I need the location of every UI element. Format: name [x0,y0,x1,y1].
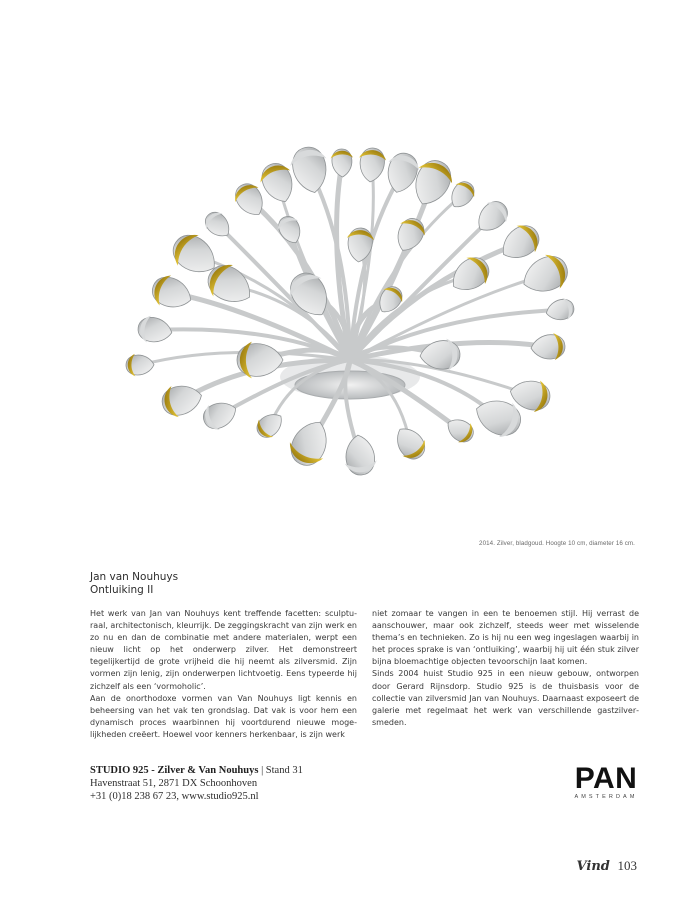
photo-caption: 2014. Zilver, bladgoud. Hoogte 10 cm, diameter 16 cm. [479,540,635,547]
gallery-address: Havenstraat 51, 2871 DX Schoonhoven [90,778,258,789]
logo-main: PAN [574,762,638,795]
body-column-left [90,608,357,741]
leaf [283,414,336,471]
artwork-title: Ontluiking II [90,584,154,596]
body-paragraph: Aan de onorthodoxe vormen van Van Nouhuys ligt kennis en beheersing van het vak ten grondslag. Dat vak is voor hem een dynamisch proces waarbinnen hij voortdurend nieuwe mogelijkheden creëert. Hoewel voor kenners herkenbaar, is zijn werk [90,693,357,739]
leaf [199,396,241,434]
pan-amsterdam-logo [574,762,638,800]
sculpture-photo [110,125,590,485]
page-folio [577,858,637,874]
leaf [126,353,155,376]
leaf [330,149,354,178]
leaf [148,271,197,315]
stand-number: Stand 31 [265,765,303,776]
leaf [136,314,174,346]
leaf [517,249,574,301]
leaf [389,421,431,464]
gallery-phone-web: +31 (0)18 238 67 23, www.studio925.nl [90,791,259,802]
separator: | [261,765,264,776]
page-number: 103 [617,858,637,873]
leaf [357,147,388,184]
body-paragraph: niet zomaar te vangen in een te benoemen stijl. Hij verrast de aanschouwer, maar ook zichzelf, steeds weer met wisselende thema’s en technieken. Zo is hij nu een weg ingeslagen waarbij in het proces sprake is van ‘ontluiking’, waarbij hij uit één stuk zilver bijna bloemachtige objecten tevoorschijn laat komen. [372,609,639,667]
leaf [530,332,566,361]
leaf [544,296,576,324]
body-paragraph: Sinds 2004 huist Studio 925 in een nieuw gebouw, ontworpen door Gerard Rijnsdorp. Studio 925 is de thuisbasis voor de collectie van zilversmid Jan van Nouhuys. Daarnaast exposeert de galerie met regelmaat het werk van verschillende gastzilversmeden. [372,669,639,727]
leaf [237,342,283,379]
magazine-name: Vind [576,859,610,874]
gallery-name: STUDIO 925 - Zilver & Van Nouhuys [90,765,259,776]
artist-name: Jan van Nouhuys [90,571,179,583]
gallery-contact [90,764,303,803]
leaf [252,407,288,442]
leaf [342,433,378,476]
body-column-right [372,608,639,729]
leaf [159,380,205,420]
body-paragraph: Het werk van Jan van Nouhuys kent treffende facetten: sculpturaal, architectonisch, kleurrijk. De zeggingskracht van zijn werk en zo nu en dan de combinatie met andere materialen, werpt een nieuw licht op het onderwerp zilver. Het demonstreert tegelijkertijd de grote vrijheid die hij neemt als zilversmid. Zijn vormen zijn lenig, zijn onderwerpen lichtvoetig. Eens typeerde hij zichzelf als een ‘vormoholic’. [90,609,357,691]
artist-block [90,571,178,597]
logo-sub: AMSTERDAM [574,794,638,800]
leaf [287,144,332,197]
